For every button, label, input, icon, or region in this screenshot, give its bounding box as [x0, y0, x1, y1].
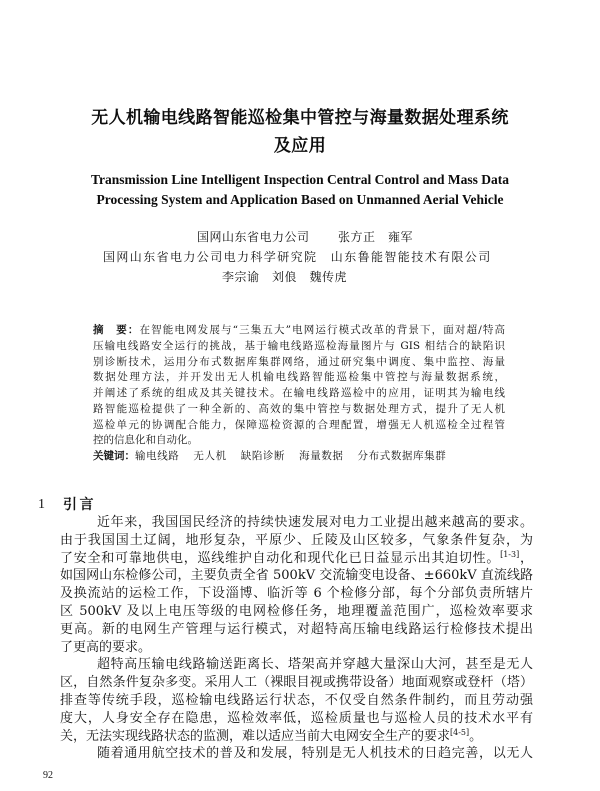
keywords — [93, 449, 505, 465]
author-affiliations: 国网山东省电力公司电力科学研究院 山东鲁能智能技术有限公司 — [103, 250, 492, 264]
abstract — [93, 323, 505, 465]
keyword: 海量数据 — [299, 450, 344, 462]
body-line: 度大，人身安全存在隐患，巡检效率低，巡检质量也与巡检人员的技术水平有 — [60, 710, 533, 726]
body-line: 如国网山东检修公司，主要负责全省 500kV 交流输变电设备、±660kV 直流线路 — [60, 568, 533, 584]
keyword: 无人机 — [193, 450, 227, 462]
title-zh-line: 及应用 — [273, 136, 327, 156]
author-affiliation: 国网山东省电力公司 — [197, 230, 310, 244]
abstract-line: 并阐述了系统的组成及其关键技术。在输电线路巡检中的应用，证明其为输电线 — [93, 387, 505, 399]
abstract-line: 路智能巡检提供了一种全新的、高效的集中管控与数据处理方式，提升了无人机 — [93, 402, 505, 415]
abstract-line: 数据处理方法，并开发出无人机输电线路智能巡检集中管控与海量数据系统， — [93, 371, 505, 384]
body-line — [60, 550, 533, 568]
title-zh-line: 无人机输电线路智能巡检集中管控与海量数据处理系统 — [91, 108, 509, 128]
body-line: 排查等传统手段，巡检输电线路运行状态，不仅受自然条件制约，而且劳动强 — [60, 692, 533, 708]
body-line: 区，自然条件复杂多变。采用人工（裸眼目视或携带设备）地面观察或登杆（塔） — [60, 675, 533, 691]
title-en — [0, 170, 600, 209]
abstract-line: 压输电线路安全运行的挑战，基于输电线路巡检海量图片与 GIS 相结合的缺陷识 — [93, 339, 505, 352]
abstract-label: 摘 要： — [93, 324, 140, 336]
body-line: 超特高压输电线路输送距离长、塔架高并穿越大量深山大河，甚至是无人 — [97, 657, 533, 673]
abstract-line: 控的信息化和自动化。 — [93, 434, 198, 447]
keyword: 缺陷诊断 — [240, 450, 286, 462]
body-line: 随着通用航空技术的普及和发展，特别是无人机技术的日趋完善，以无人 — [97, 746, 533, 762]
body-line-text: 关，无法实现线路状态的监测，难以适应当前大电网安全生产的要求 — [60, 728, 451, 744]
abstract-line — [93, 323, 505, 339]
keyword: 输电线路 — [135, 450, 180, 462]
keyword: 分布式数据库集群 — [357, 450, 447, 462]
body-line-text: 。 — [469, 728, 483, 744]
abstract-line-text: 在智能电网发展与“三集五大”电网运行模式改革的背景下，面对超/特高 — [139, 324, 505, 336]
section-number: 1 — [38, 497, 45, 512]
title-en-line: Transmission Line Intelligent Inspection Central Control and Mass Data — [90, 172, 510, 187]
body-line-text: 了安全和可靠地供电，巡线维护自动化和现代化已日益显示出其迫切性。 — [60, 550, 501, 566]
citation: [4-5] — [450, 727, 470, 737]
author-names: 张方正 雍军 — [338, 230, 414, 244]
body-line: 由于我国国土辽阔，地形复杂，平原少、丘陵及山区较多，气象条件复杂，为 — [60, 532, 533, 548]
author-names: 李宗谕 刘俍 魏传虎 — [222, 270, 348, 284]
keywords-label: 关键词： — [93, 450, 135, 462]
abstract-line: 别诊断技术，运用分布式数据库集群网络，通过研究集中调度、集中监控、海量 — [93, 355, 505, 368]
title-en-line: Processing System and Application Based on Unmanned Aerial Vehicle — [96, 191, 504, 207]
title-zh — [0, 104, 600, 160]
citation: [1-3] — [500, 549, 520, 559]
body-line: 及换流站的运检工作，下设淄博、临沂等 6 个检修分部，每个分部负责所辖片 — [60, 586, 533, 602]
page-number: 92 — [43, 770, 53, 781]
abstract-line: 巡检单元的协调配合能力，保障巡检资源的合理配置，增强无人机巡检全过程管 — [93, 418, 505, 431]
body-line — [60, 728, 533, 746]
body-line: 近年来，我国国民经济的持续快速发展对电力工业提出越来越高的要求。 — [97, 515, 533, 530]
body-line: 更高。新的电网生产管理与运行模式，对超特高压输电线路运行检修技术提出 — [60, 621, 533, 637]
body-text — [60, 514, 533, 763]
body-line: 区 500kV 及以上电压等级的电网检修任务，地理覆盖范围广，巡检效率要求 — [60, 603, 533, 619]
body-line-text: ， — [519, 550, 533, 566]
body-line: 了更高的要求。 — [60, 639, 152, 655]
section-title: 引言 — [63, 497, 96, 513]
